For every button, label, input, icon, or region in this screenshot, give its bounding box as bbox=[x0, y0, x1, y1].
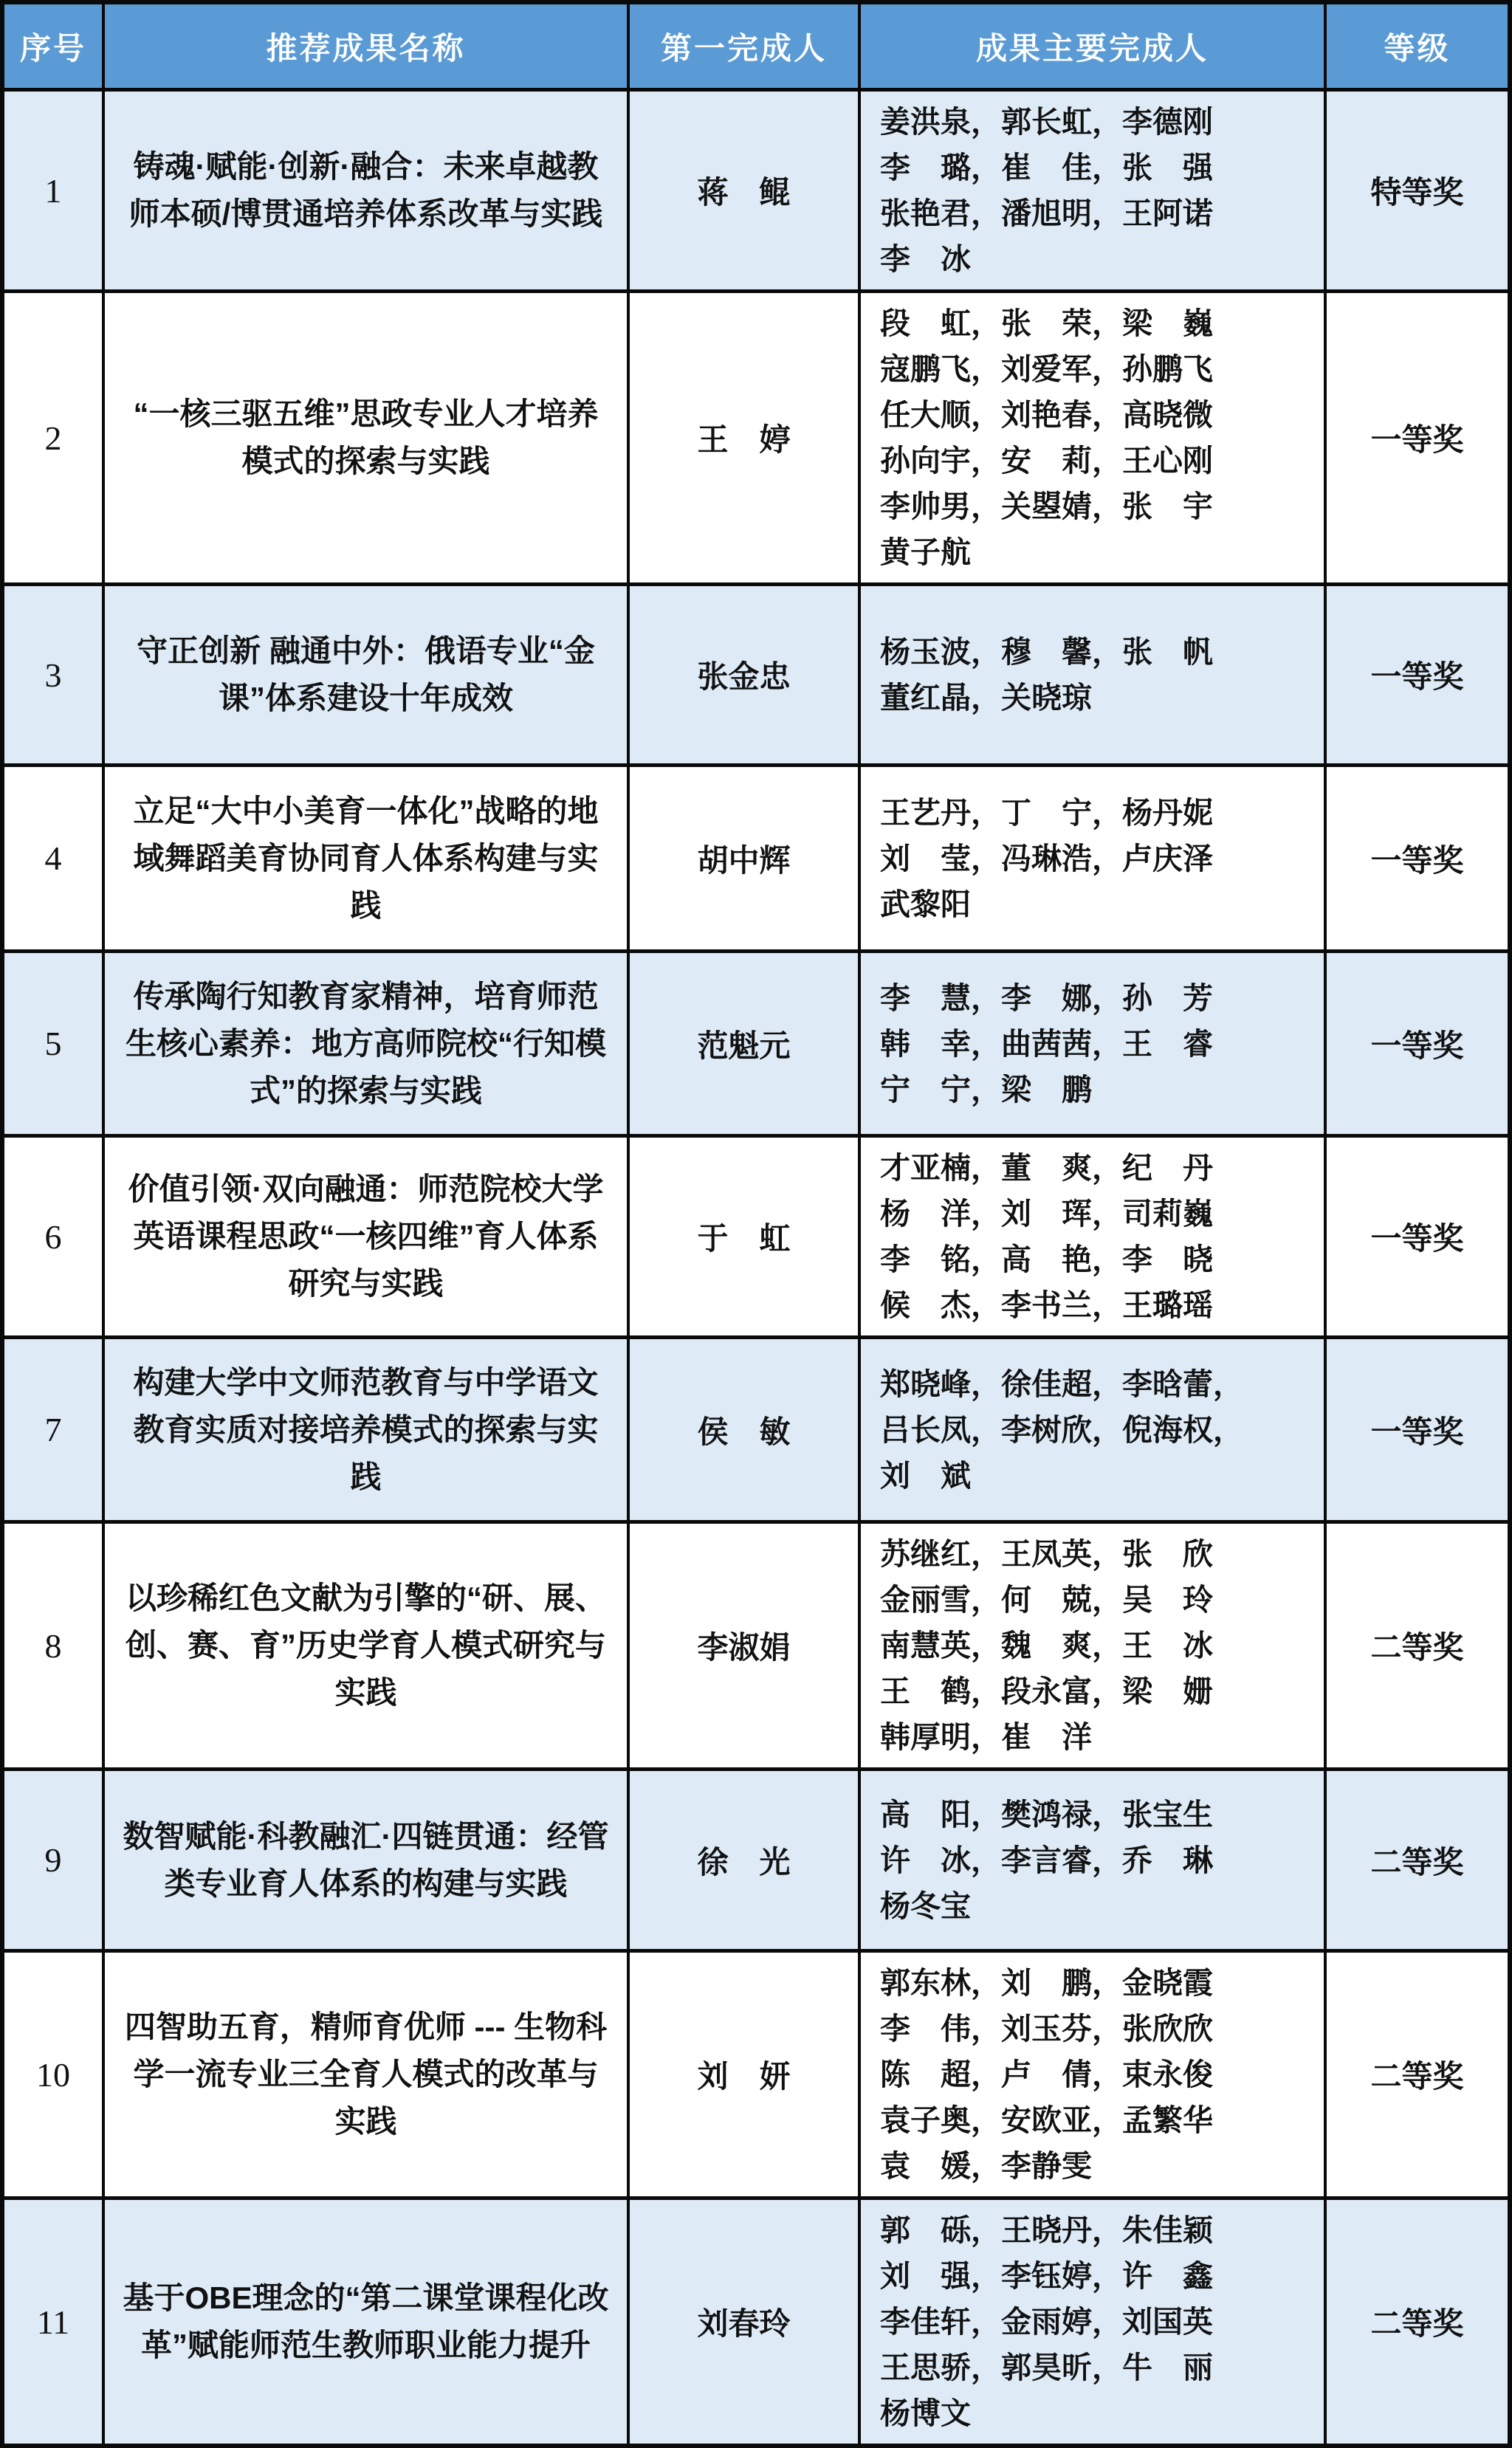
award-grade-cell: 二等奖 bbox=[1327, 1953, 1508, 2200]
achievement-title-cell: 价值引领·双向融通：师范院校大学英语课程思政“一核四维”育人体系研究与实践 bbox=[105, 1138, 630, 1339]
award-grade-cell: 特等奖 bbox=[1327, 92, 1508, 293]
table-header-row bbox=[4, 4, 1508, 92]
main-completers-cell bbox=[861, 2200, 1327, 2444]
row-number-cell: 5 bbox=[4, 953, 105, 1138]
completer-line: 苏继红，王凤英，张 欣 bbox=[880, 1537, 1213, 1571]
first-completer-cell: 范魁元 bbox=[630, 953, 861, 1138]
main-completers-cell bbox=[861, 92, 1327, 293]
completer-line: 高 阳，樊鸿禄，张宝生 bbox=[880, 1797, 1213, 1832]
completer-line: 宁 宁，梁 鹏 bbox=[880, 1072, 1092, 1107]
award-grade-cell: 二等奖 bbox=[1327, 2200, 1508, 2444]
main-completers-cell bbox=[861, 1339, 1327, 1524]
table-row bbox=[4, 2200, 1508, 2444]
achievement-title-cell: “一核三驱五维”思政专业人才培养模式的探索与实践 bbox=[105, 293, 630, 586]
table-row bbox=[4, 1524, 1508, 1771]
achievement-title-cell: 以珍稀红色文献为引擎的“研、展、创、赛、育”历史学育人模式研究与实践 bbox=[105, 1524, 630, 1771]
first-completer-cell: 于 虹 bbox=[630, 1138, 861, 1339]
completer-line: 候 杰，李书兰，王璐瑶 bbox=[880, 1288, 1213, 1322]
first-completer-cell: 刘 妍 bbox=[630, 1953, 861, 2200]
completer-line: 董红晶，关晓琼 bbox=[880, 681, 1092, 715]
award-grade-cell: 二等奖 bbox=[1327, 1524, 1508, 1771]
completer-line: 李帅男，关曌婧，张 宇 bbox=[880, 489, 1213, 523]
completer-line: 寇鹏飞，刘爱军，孙鹏飞 bbox=[880, 352, 1213, 386]
completer-line: 许 冰，李言睿，乔 琳 bbox=[880, 1843, 1213, 1877]
completer-line: 孙向宇，安 莉，王心刚 bbox=[880, 444, 1213, 478]
completer-line: 段 虹，张 荣，梁 巍 bbox=[880, 306, 1213, 340]
award-grade-cell: 一等奖 bbox=[1327, 586, 1508, 767]
row-number-cell: 7 bbox=[4, 1339, 105, 1524]
completer-line: 陈 超，卢 倩，束永俊 bbox=[880, 2057, 1213, 2091]
completer-line: 才亚楠，董 爽，纪 丹 bbox=[880, 1151, 1213, 1185]
completer-line: 黄子航 bbox=[880, 535, 971, 569]
main-completers-cell bbox=[861, 767, 1327, 953]
header-main-completers: 成果主要完成人 bbox=[861, 4, 1327, 92]
completer-line: 姜洪泉，郭长虹，李德刚 bbox=[880, 105, 1213, 139]
completer-line: 李 慧，李 娜，孙 芳 bbox=[880, 980, 1213, 1015]
completer-line: 刘 强，李钰婷，许 鑫 bbox=[880, 2259, 1213, 2293]
completer-line: 郭东林，刘 鹏，金晓霞 bbox=[880, 1966, 1213, 2000]
table-row bbox=[4, 586, 1508, 767]
row-number-cell: 10 bbox=[4, 1953, 105, 2200]
achievement-title-cell: 构建大学中文师范教育与中学语文教育实质对接培养模式的探索与实践 bbox=[105, 1339, 630, 1524]
achievement-title-cell: 铸魂·赋能·创新·融合：未来卓越教师本硕/博贯通培养体系改革与实践 bbox=[105, 92, 630, 293]
completer-line: 袁子奥，安欧亚，孟繁华 bbox=[880, 2103, 1213, 2137]
completer-line: 张艳君，潘旭明，王阿诺 bbox=[880, 196, 1213, 230]
first-completer-cell: 蒋 鲲 bbox=[630, 92, 861, 293]
row-number-cell: 4 bbox=[4, 767, 105, 953]
completer-line: 杨玉波，穆 馨，张 帆 bbox=[880, 635, 1213, 669]
table-row bbox=[4, 767, 1508, 953]
completer-line: 吕长凤，李树欣，倪海权， bbox=[880, 1412, 1243, 1447]
completer-line: 南慧英，魏 爽，王 冰 bbox=[880, 1629, 1213, 1663]
main-completers-cell bbox=[861, 1524, 1327, 1771]
row-number-cell: 6 bbox=[4, 1138, 105, 1339]
completer-line: 杨博文 bbox=[880, 2396, 971, 2430]
completer-line: 王思骄，郭昊昕，牛 丽 bbox=[880, 2351, 1213, 2385]
award-grade-cell: 一等奖 bbox=[1327, 953, 1508, 1138]
award-grade-cell: 一等奖 bbox=[1327, 293, 1508, 586]
achievement-title-cell: 传承陶行知教育家精神，培育师范生核心素养：地方高师院校“行知模式”的探索与实践 bbox=[105, 953, 630, 1138]
first-completer-cell: 侯 敏 bbox=[630, 1339, 861, 1524]
main-completers-cell bbox=[861, 586, 1327, 767]
row-number-cell: 1 bbox=[4, 92, 105, 293]
award-grade-cell: 二等奖 bbox=[1327, 1771, 1508, 1953]
award-grade-cell: 一等奖 bbox=[1327, 1339, 1508, 1524]
table-row bbox=[4, 1771, 1508, 1953]
completer-line: 袁 媛，李静雯 bbox=[880, 2149, 1092, 2183]
main-completers-cell bbox=[861, 1771, 1327, 1953]
completer-line: 韩厚明，崔 洋 bbox=[880, 1720, 1092, 1754]
main-completers-cell bbox=[861, 293, 1327, 586]
table-row bbox=[4, 1138, 1508, 1339]
table-row bbox=[4, 1339, 1508, 1524]
table-row bbox=[4, 293, 1508, 586]
completer-line: 李佳轩，金雨婷，刘国英 bbox=[880, 2305, 1213, 2339]
completer-line: 郭 砾，王晓丹，朱佳颖 bbox=[880, 2213, 1213, 2247]
completer-line: 刘 斌 bbox=[880, 1458, 971, 1493]
completer-line: 李 伟，刘玉芬，张欣欣 bbox=[880, 2012, 1213, 2046]
header-achievement-name: 推荐成果名称 bbox=[105, 4, 630, 92]
award-grade-cell: 一等奖 bbox=[1327, 1138, 1508, 1339]
completer-line: 李 铭，高 艳，李 晓 bbox=[880, 1242, 1213, 1276]
main-completers-cell bbox=[861, 953, 1327, 1138]
first-completer-cell: 李淑娟 bbox=[630, 1524, 861, 1771]
main-completers-cell bbox=[861, 1953, 1327, 2200]
first-completer-cell: 胡中辉 bbox=[630, 767, 861, 953]
completer-line: 刘 莹，冯琳浩，卢庆泽 bbox=[880, 841, 1213, 876]
table-row bbox=[4, 953, 1508, 1138]
achievement-title-cell: 四智助五育，精师育优师 --- 生物科学一流专业三全育人模式的改革与实践 bbox=[105, 1953, 630, 2200]
first-completer-cell: 王 婷 bbox=[630, 293, 861, 586]
completer-line: 杨 洋，刘 珲，司莉巍 bbox=[880, 1197, 1213, 1231]
completer-line: 任大顺，刘艳春，高晓微 bbox=[880, 398, 1213, 432]
first-completer-cell: 张金忠 bbox=[630, 586, 861, 767]
achievement-title-cell: 守正创新 融通中外：俄语专业“金课”体系建设十年成效 bbox=[105, 586, 630, 767]
table-row bbox=[4, 1953, 1508, 2200]
row-number-cell: 9 bbox=[4, 1771, 105, 1953]
achievement-title-cell: 数智赋能·科教融汇·四链贯通：经管类专业育人体系的构建与实践 bbox=[105, 1771, 630, 1953]
completer-line: 韩 幸，曲茜茜，王 睿 bbox=[880, 1026, 1213, 1061]
header-first-completer: 第一完成人 bbox=[630, 4, 861, 92]
first-completer-cell: 刘春玲 bbox=[630, 2200, 861, 2444]
row-number-cell: 8 bbox=[4, 1524, 105, 1771]
completer-line: 杨冬宝 bbox=[880, 1888, 971, 1923]
completer-line: 王 鹤，段永富，梁 姗 bbox=[880, 1674, 1213, 1708]
first-completer-cell: 徐 光 bbox=[630, 1771, 861, 1953]
award-grade-cell: 一等奖 bbox=[1327, 767, 1508, 953]
row-number-cell: 3 bbox=[4, 586, 105, 767]
completer-line: 李 璐，崔 佳，张 强 bbox=[880, 151, 1213, 185]
completer-line: 王艺丹，丁 宁，杨丹妮 bbox=[880, 795, 1213, 830]
achievement-title-cell: 基于OBE理念的“第二课堂课程化改革”赋能师范生教师职业能力提升 bbox=[105, 2200, 630, 2444]
header-grade: 等级 bbox=[1327, 4, 1508, 92]
achievement-title-cell: 立足“大中小美育一体化”战略的地域舞蹈美育协同育人体系构建与实践 bbox=[105, 767, 630, 953]
completer-line: 李 冰 bbox=[880, 242, 971, 276]
completer-line: 郑晓峰，徐佳超，李晗蕾， bbox=[880, 1366, 1243, 1401]
completer-line: 武黎阳 bbox=[880, 887, 971, 921]
header-seq: 序号 bbox=[4, 4, 105, 92]
table-row bbox=[4, 92, 1508, 293]
completer-line: 金丽雪，何 兢，吴 玲 bbox=[880, 1583, 1213, 1617]
row-number-cell: 11 bbox=[4, 2200, 105, 2444]
row-number-cell: 2 bbox=[4, 293, 105, 586]
main-completers-cell bbox=[861, 1138, 1327, 1339]
